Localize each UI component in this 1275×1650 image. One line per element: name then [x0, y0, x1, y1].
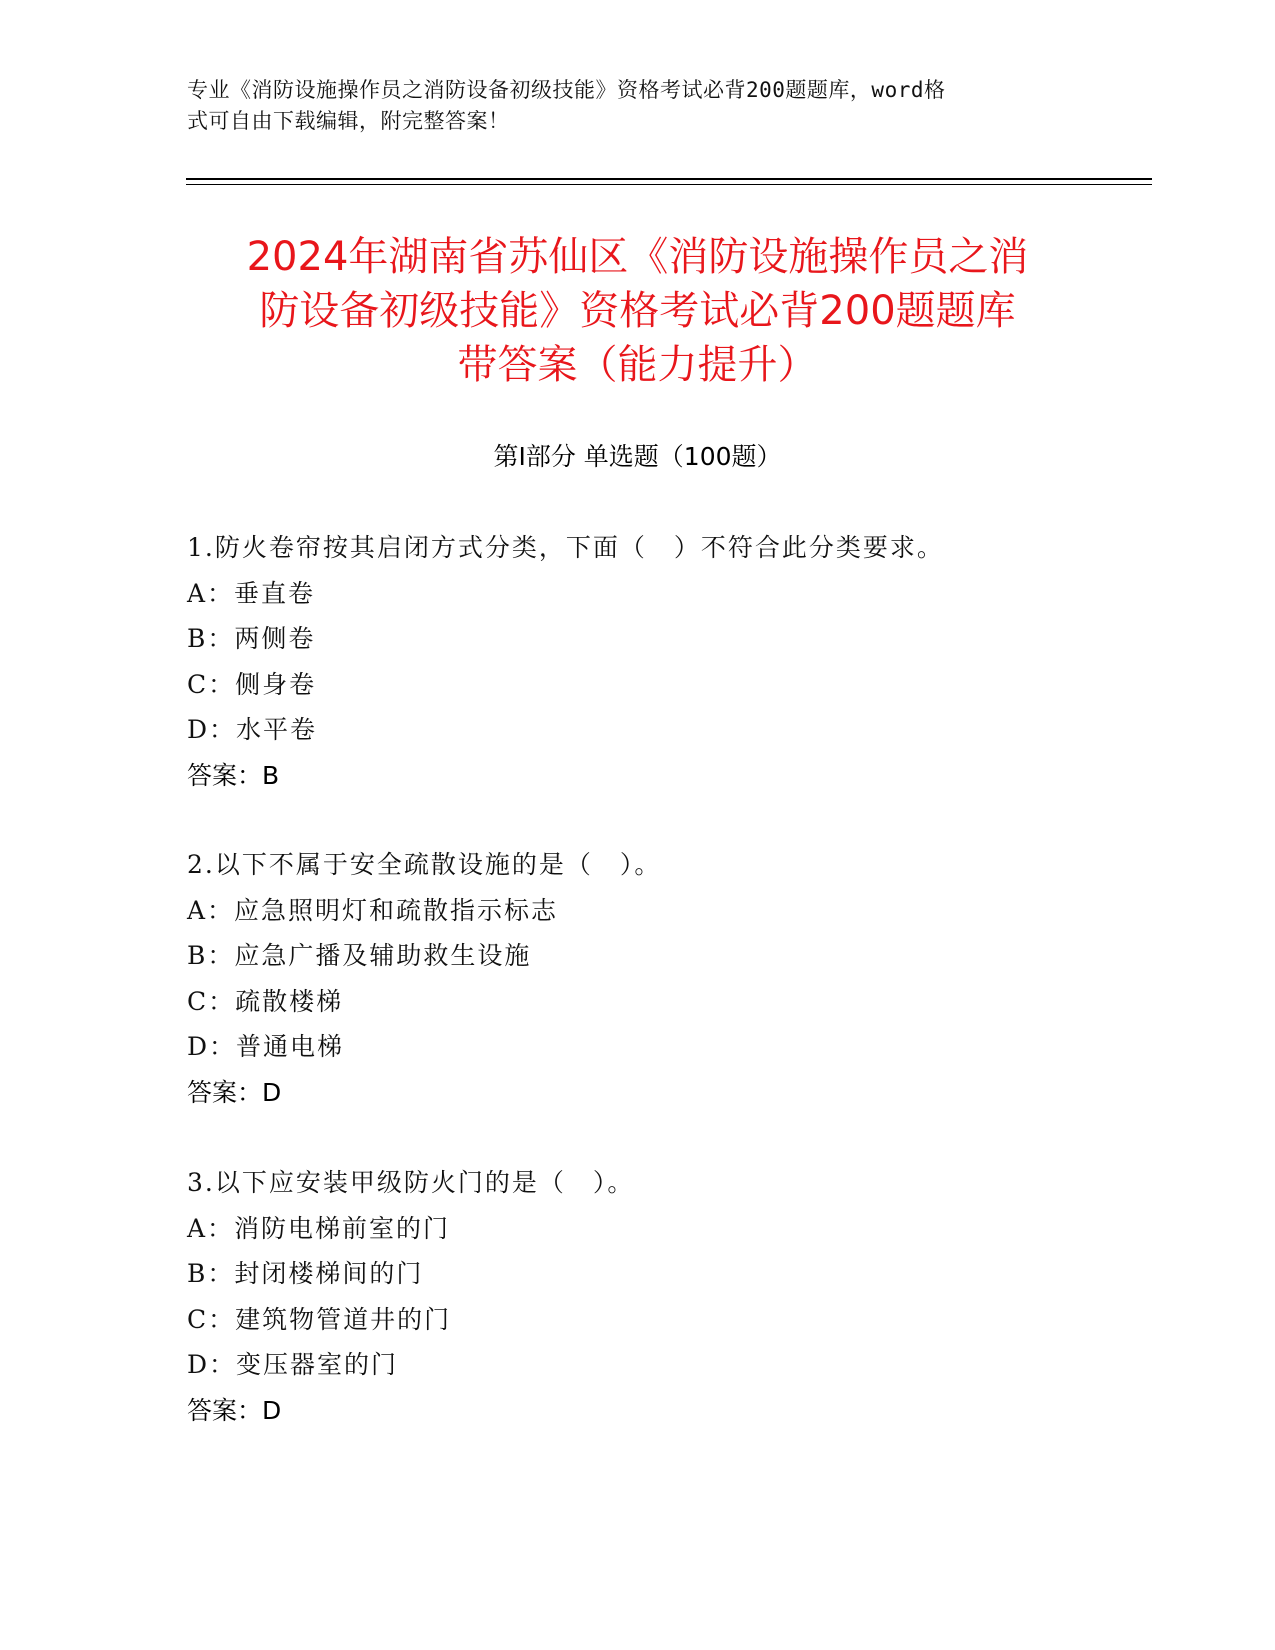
- header-note-line-1: 专业《消防设施操作员之消防设备初级技能》资格考试必背200题题库，word格: [187, 78, 946, 102]
- header-divider-thick: [186, 178, 1152, 180]
- option-c: C：建筑物管道井的门: [187, 1304, 452, 1334]
- option-d: D：变压器室的门: [187, 1350, 399, 1379]
- option-a: A：应急照明灯和疏散指示标志: [187, 895, 559, 925]
- option-c: C：侧身卷: [187, 669, 317, 699]
- answer-line: 答案：B: [187, 760, 280, 790]
- question-item: [187, 525, 1127, 798]
- question-stem: 2.以下不属于安全疏散设施的是（ ）。: [187, 850, 662, 879]
- option-d: D：水平卷: [187, 715, 318, 744]
- question-item: [187, 1160, 1127, 1433]
- question-item: [187, 842, 1127, 1115]
- answer-line: 答案：D: [187, 1395, 282, 1425]
- header-note: [187, 75, 1067, 137]
- document-title-line-2: 防设备初级技能》资格考试必背200题题库: [259, 288, 1016, 334]
- option-a: A：垂直卷: [187, 578, 316, 608]
- option-a: A：消防电梯前室的门: [187, 1213, 451, 1243]
- question-stem: 3.以下应安装甲级防火门的是（ ）。: [187, 1168, 635, 1197]
- option-c: C：疏散楼梯: [187, 986, 344, 1016]
- option-d: D：普通电梯: [187, 1032, 345, 1061]
- answer-line: 答案：D: [187, 1077, 282, 1107]
- section-title: 第Ⅰ部分 单选题（100题）: [493, 442, 782, 471]
- option-b: B：封闭楼梯间的门: [187, 1259, 424, 1288]
- question-stem: 1.防火卷帘按其启闭方式分类，下面（ ）不符合此分类要求。: [187, 533, 944, 562]
- document-title-line-1: 2024年湖南省苏仙区《消防设施操作员之消: [246, 234, 1029, 280]
- document-title: [160, 230, 1115, 392]
- document-title-line-3: 带答案（能力提升）: [457, 342, 818, 388]
- option-b: B：两侧卷: [187, 624, 316, 653]
- header-divider-thin: [186, 184, 1152, 185]
- option-b: B：应急广播及辅助救生设施: [187, 941, 532, 970]
- header-note-line-2: 式可自由下载编辑，附完整答案！: [187, 109, 510, 133]
